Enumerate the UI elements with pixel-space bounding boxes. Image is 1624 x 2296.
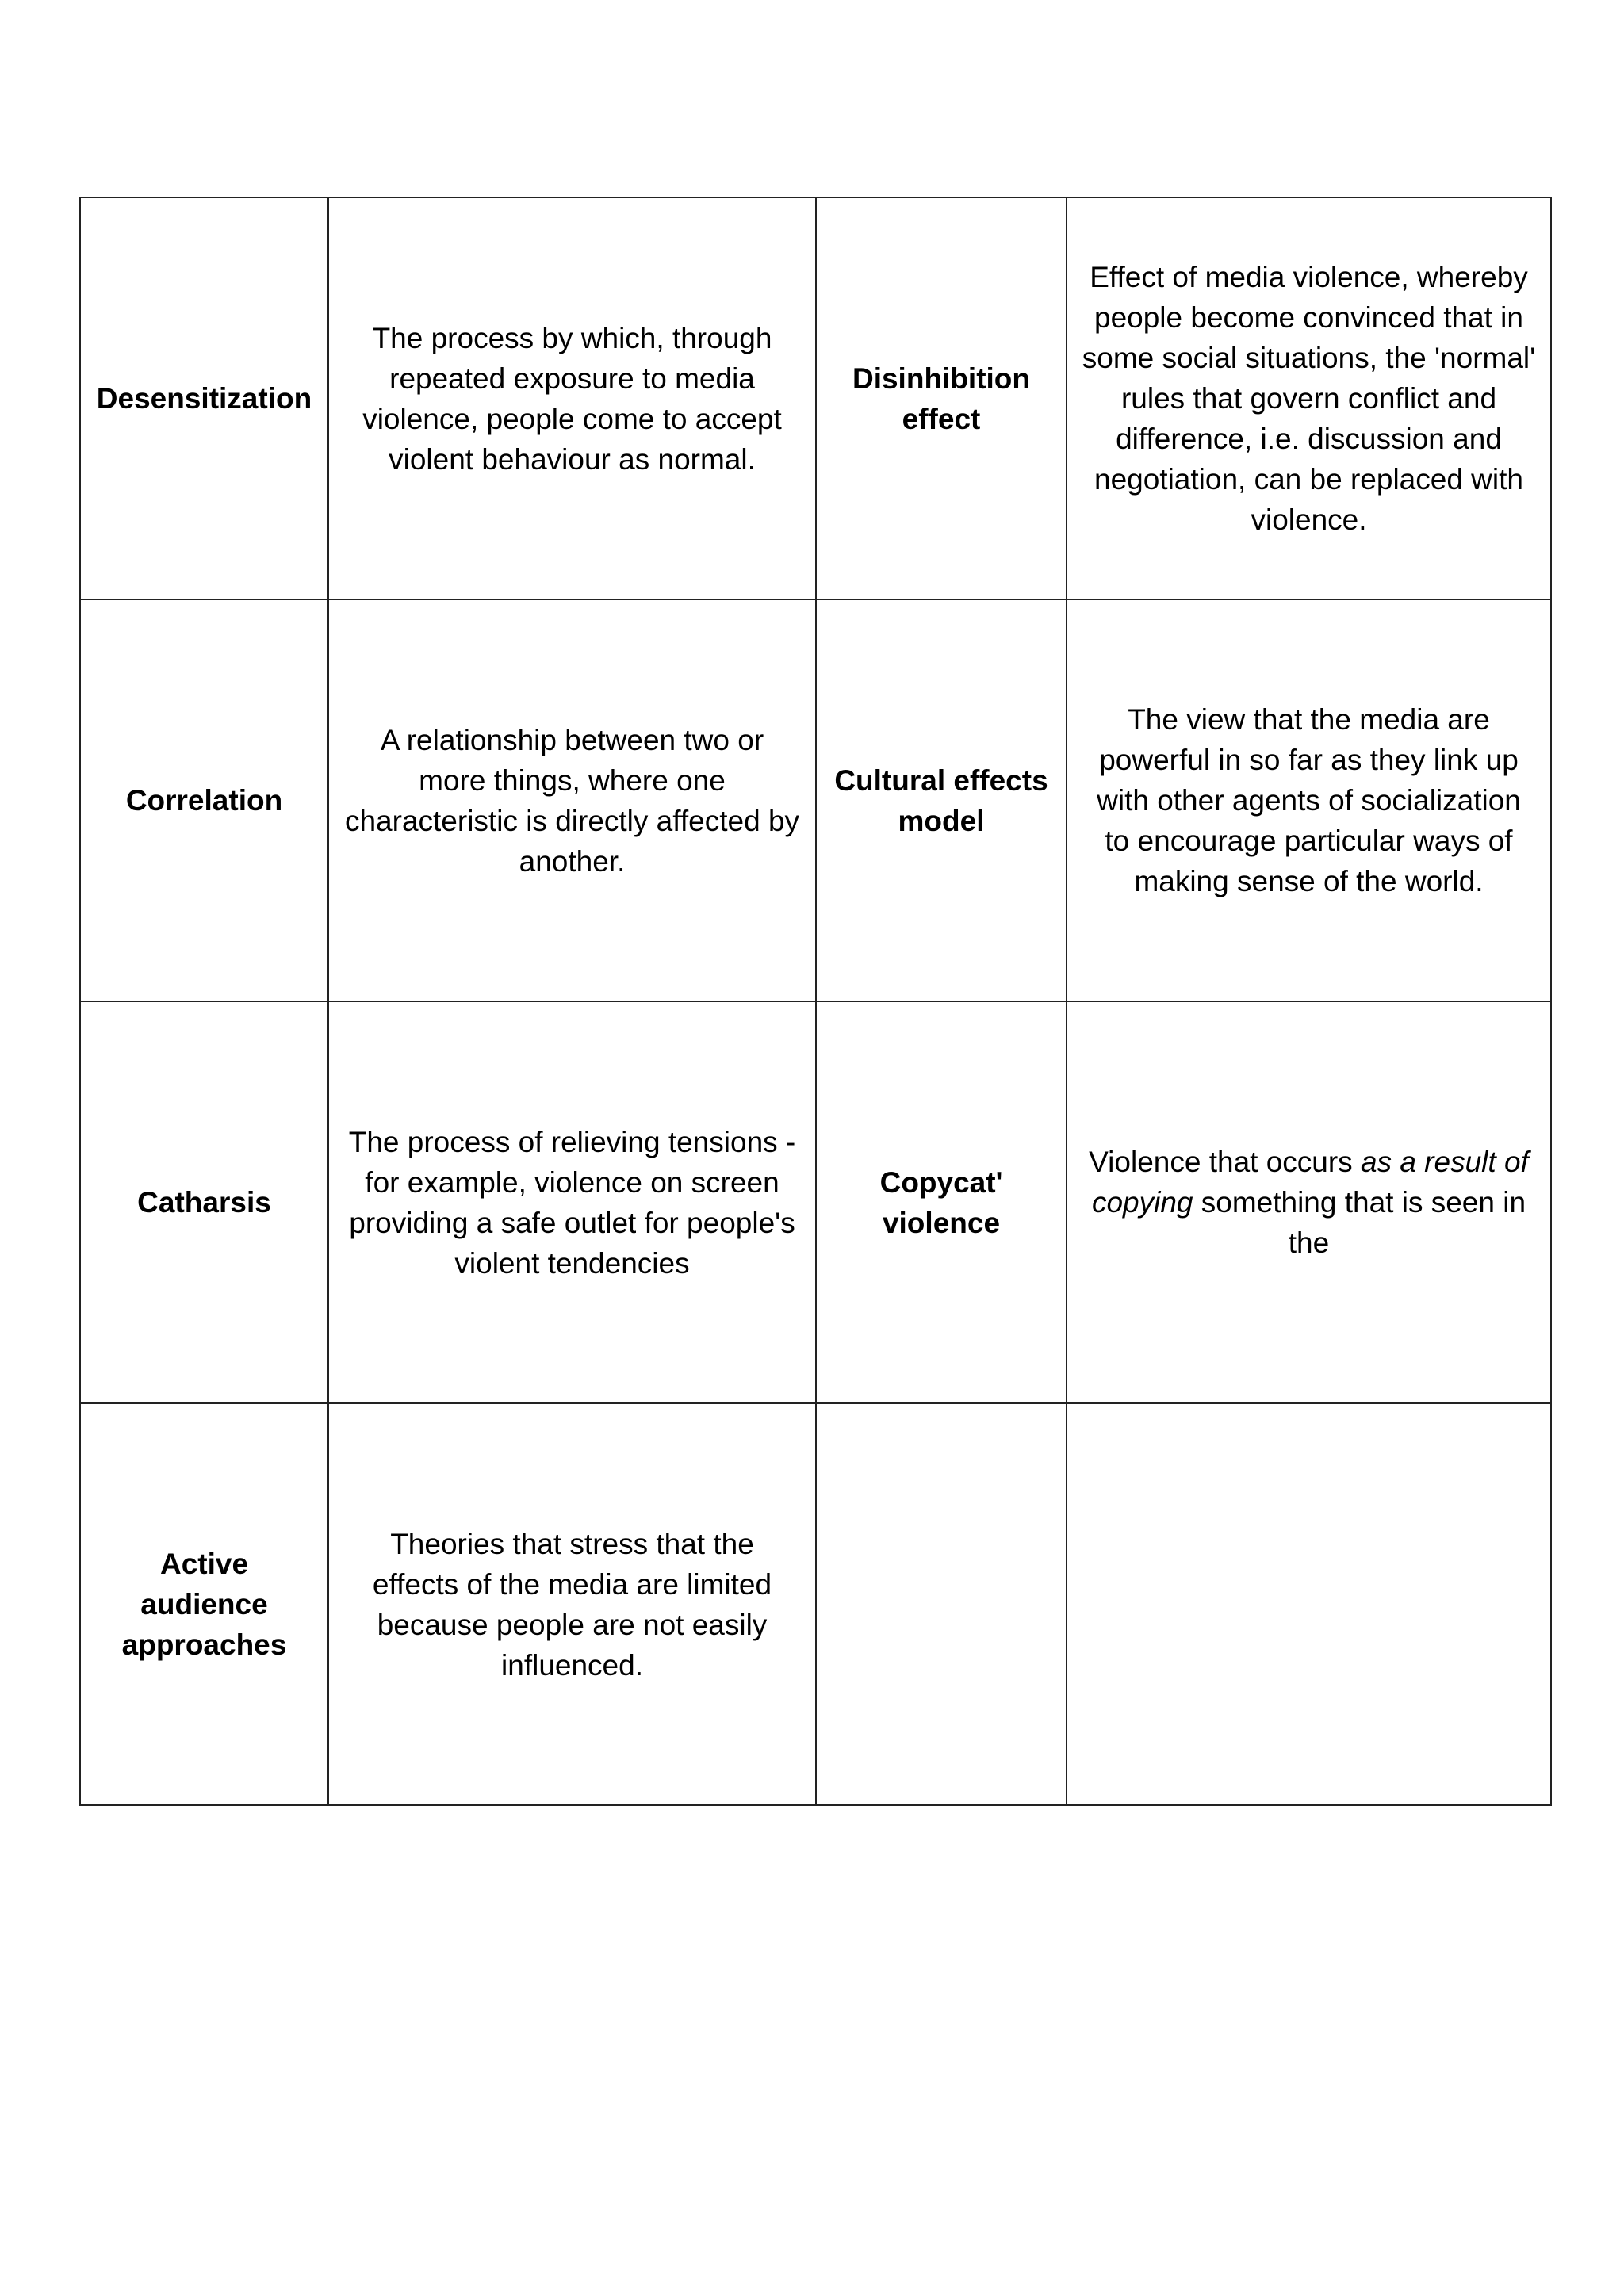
definition-cell: A relationship between two or more things, where one characteristic is directly affected by another. [328, 599, 816, 1001]
term-cell: Cultural effects model [816, 599, 1067, 1001]
table-row [80, 197, 1551, 599]
table-row [80, 1403, 1551, 1805]
table-row [80, 599, 1551, 1001]
empty-term-cell [816, 1403, 1067, 1805]
definition-text: Violence that occurs [1089, 1146, 1361, 1178]
term-cell: Correlation [80, 599, 328, 1001]
term-cell: Active audience approaches [80, 1403, 328, 1805]
empty-definition-cell [1067, 1403, 1551, 1805]
definition-emphasis: as a result of copying [1091, 1146, 1529, 1219]
definition-cell: The process of relieving tensions - for example, violence on screen providing a safe outlet for people's violent tendencies [328, 1001, 816, 1403]
term-cell: Desensitization [80, 197, 328, 599]
definition-cell: Theories that stress that the effects of the media are limited because people are not easily influenced. [328, 1403, 816, 1805]
definition-cell: Effect of media violence, whereby people become convinced that in some social situations, the 'normal' rules that govern conflict and difference, i.e. discussion and negotiation, can be replaced with violence. [1067, 197, 1551, 599]
definition-cell [1067, 1001, 1551, 1403]
term-cell: Catharsis [80, 1001, 328, 1403]
term-cell: Disinhibition effect [816, 197, 1067, 599]
table-row [80, 1001, 1551, 1403]
definition-text: something that is seen in the [1193, 1186, 1526, 1259]
term-cell: Copycat' violence [816, 1001, 1067, 1403]
glossary-table [79, 197, 1552, 1806]
definition-cell: The process by which, through repeated exposure to media violence, people come to accept violent behaviour as normal. [328, 197, 816, 599]
definition-cell: The view that the media are powerful in so far as they link up with other agents of socialization to encourage particular ways of making sense of the world. [1067, 599, 1551, 1001]
